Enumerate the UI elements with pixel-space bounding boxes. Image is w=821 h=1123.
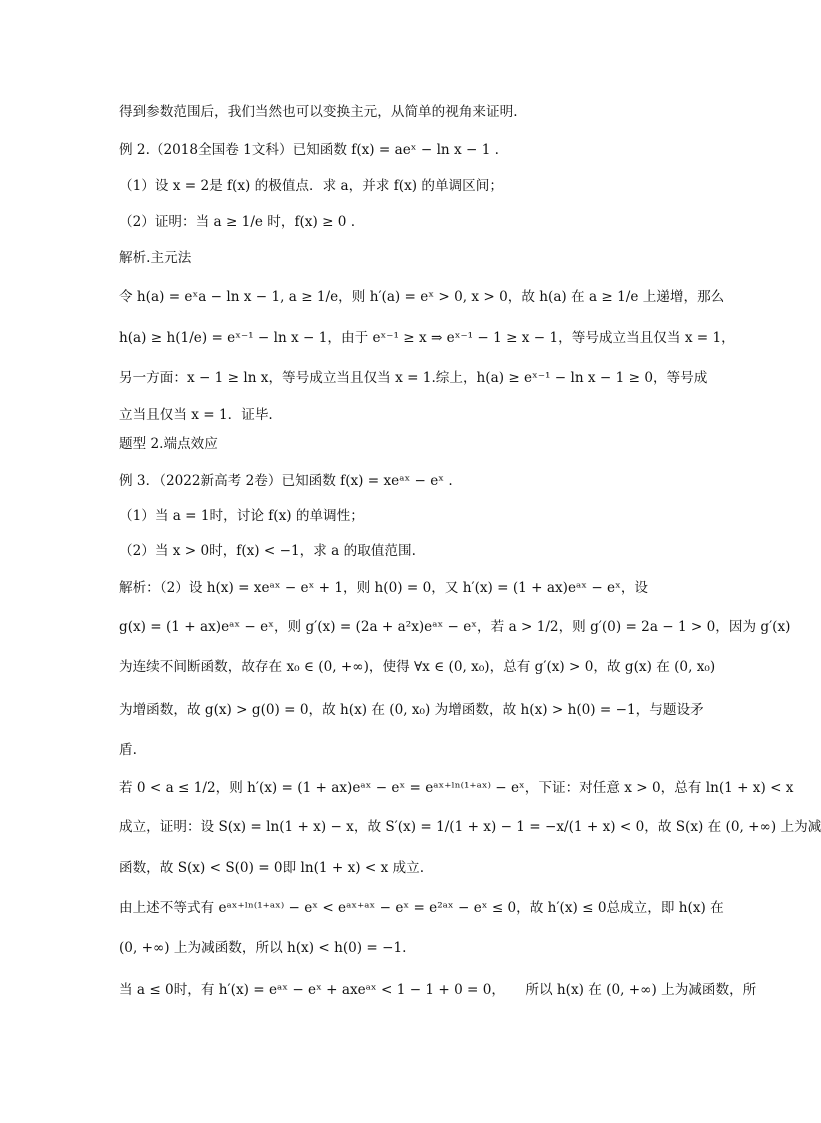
section-heading: 题型 2.端点效应 — [119, 436, 218, 452]
text-line: 解析：（2）设 h(x) = xeᵃˣ − eˣ + 1，则 h(0) = 0，又 h′(x) = (1 + ax)eᵃˣ − eˣ，设 — [119, 580, 649, 596]
text-line: 为连续不间断函数，故存在 x₀ ∈ (0, +∞)，使得 ∀x ∈ (0, x₀)，总有 g′(x) > 0，故 g(x) 在 (0, x₀) — [119, 659, 716, 675]
text-line: 函数，故 S(x) < S(0) = 0即 ln(1 + x) < x 成立. — [119, 860, 425, 876]
text-line: 盾. — [119, 742, 137, 758]
text-line: 若 0 < a ≤ 1/2，则 h′(x) = (1 + ax)eᵃˣ − eˣ = eᵃˣ⁺ˡⁿ⁽¹⁺ᵃˣ⁾ − eˣ，下证：对任意 x > 0，总有 ln(1 + x) < x — [119, 780, 794, 796]
text-line: (0, +∞) 上为减函数，所以 h(x) < h(0) = −1. — [119, 940, 407, 956]
text-line: 当 a ≤ 0时，有 h′(x) = eᵃˣ − eˣ + axeᵃˣ < 1 − 1 + 0 = 0， 所以 h(x) 在 (0, +∞) 上为减函数，所 — [119, 982, 757, 998]
text-line: 立当且仅当 x = 1．证毕. — [119, 407, 273, 423]
text-line: 得到参数范围后，我们当然也可以变换主元，从简单的视角来证明. — [119, 104, 518, 120]
text-line: （2）证明：当 a ≥ 1/e 时，f(x) ≥ 0 . — [119, 214, 356, 230]
text-line: （1）设 x = 2是 f(x) 的极值点．求 a，并求 f(x) 的单调区间； — [119, 178, 503, 194]
text-line: 成立，证明：设 S(x) = ln(1 + x) − x，故 S′(x) = 1/(1 + x) − 1 = −x/(1 + x) < 0，故 S(x) 在 (0, +∞) 上为减 — [119, 819, 821, 835]
text-line: g(x) = (1 + ax)eᵃˣ − eˣ，则 g′(x) = (2a + a²x)eᵃˣ − eˣ，若 a > 1/2，则 g′(0) = 2a − 1 > 0，因为 g′(x) — [119, 619, 791, 635]
text-line: 另一方面：x − 1 ≥ ln x，等号成立当且仅当 x = 1.综上，h(a) ≥ eˣ⁻¹ − ln x − 1 ≥ 0，等号成 — [119, 370, 708, 386]
text-line: （1）当 a = 1时，讨论 f(x) 的单调性； — [119, 508, 364, 524]
example-heading: 例 3．（2022新高考 2卷）已知函数 f(x) = xeᵃˣ − eˣ . — [119, 473, 453, 489]
example-heading: 例 2.（2018全国卷 1文科）已知函数 f(x) = aeˣ − ln x − 1 . — [119, 142, 499, 158]
text-line: h(a) ≥ h(1/e) = eˣ⁻¹ − ln x − 1，由于 eˣ⁻¹ ≥ x ⇒ eˣ⁻¹ − 1 ≥ x − 1，等号成立当且仅当 x = 1， — [119, 330, 735, 346]
text-line: 由上述不等式有 eᵃˣ⁺ˡⁿ⁽¹⁺ᵃˣ⁾ − eˣ < eᵃˣ⁺ᵃˣ − eˣ = e²ᵃˣ − eˣ ≤ 0，故 h′(x) ≤ 0总成立，即 h(x) 在 — [119, 900, 724, 916]
text-line: （2）当 x > 0时，f(x) < −1，求 a 的取值范围. — [119, 543, 416, 559]
text-line: 为增函数，故 g(x) > g(0) = 0，故 h(x) 在 (0, x₀) 为增函数，故 h(x) > h(0) = −1，与题设矛 — [119, 702, 704, 718]
text-line: 令 h(a) = eˣa − ln x − 1, a ≥ 1/e，则 h′(a) = eˣ > 0, x > 0，故 h(a) 在 a ≥ 1/e 上递增，那么 — [119, 289, 725, 305]
section-heading: 解析.主元法 — [119, 250, 192, 266]
